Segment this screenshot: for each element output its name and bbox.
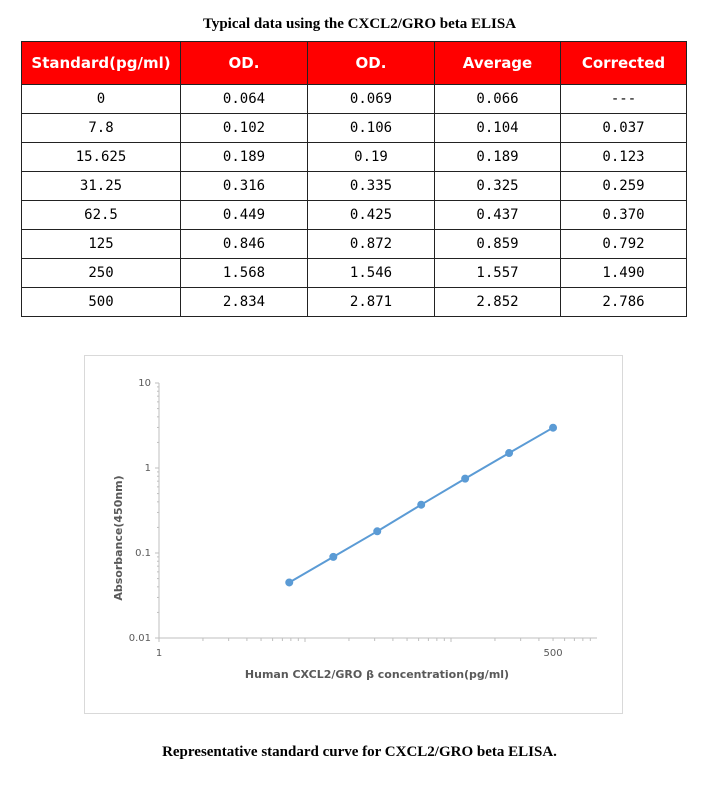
cell-standard: 250 (22, 259, 181, 288)
cell-average: 0.859 (435, 230, 561, 259)
x-tick-label: 500 (543, 648, 563, 659)
cell-od-2: 0.335 (308, 172, 435, 201)
data-point (286, 579, 293, 586)
header-standard: Standard(pg/ml) (22, 42, 181, 85)
cell-od-1: 0.846 (181, 230, 308, 259)
table-row (22, 201, 687, 230)
y-tick-label: 0.01 (128, 633, 151, 644)
cell-corrected: 2.786 (561, 288, 687, 317)
cell-standard: 125 (22, 230, 181, 259)
cell-corrected: 0.792 (561, 230, 687, 259)
chart-caption: Representative standard curve for CXCL2/GRO beta ELISA. (162, 744, 557, 760)
cell-standard: 31.25 (22, 172, 181, 201)
x-axis-label: Human CXCL2/GRO β concentration(pg/ml) (244, 668, 510, 681)
cell-od-2: 0.425 (308, 201, 435, 230)
cell-average: 0.066 (435, 85, 561, 114)
table-row (22, 143, 687, 172)
x-tick-label: 1 (155, 648, 163, 659)
data-point (462, 475, 469, 482)
cell-corrected: --- (561, 85, 687, 114)
cell-od-1: 0.189 (181, 143, 308, 172)
cell-od-1: 2.834 (181, 288, 308, 317)
cell-od-2: 0.19 (308, 143, 435, 172)
y-tick-label: 1 (144, 463, 151, 474)
header-average: Average (435, 42, 561, 85)
cell-corrected: 0.123 (561, 143, 687, 172)
table-row (22, 288, 687, 317)
chart-marks (286, 424, 557, 586)
cell-corrected: 0.259 (561, 172, 687, 201)
y-tick-label: 10 (138, 378, 151, 389)
standard-curve-chart (84, 355, 623, 714)
cell-od-1: 0.102 (181, 114, 308, 143)
cell-corrected: 1.490 (561, 259, 687, 288)
cell-average: 2.852 (435, 288, 561, 317)
table-row (22, 85, 687, 114)
cell-standard: 0 (22, 85, 181, 114)
cell-average: 0.437 (435, 201, 561, 230)
table-row (22, 259, 687, 288)
cell-corrected: 0.037 (561, 114, 687, 143)
y-tick-label: 0.1 (135, 548, 151, 559)
cell-average: 0.325 (435, 172, 561, 201)
cell-od-2: 0.872 (308, 230, 435, 259)
header-od-1: OD. (181, 42, 308, 85)
cell-od-1: 1.568 (181, 259, 308, 288)
standard-data-table (21, 41, 687, 317)
cell-od-2: 0.106 (308, 114, 435, 143)
cell-od-2: 0.069 (308, 85, 435, 114)
cell-average: 1.557 (435, 259, 561, 288)
cell-average: 0.189 (435, 143, 561, 172)
data-point (550, 424, 557, 431)
cell-average: 0.104 (435, 114, 561, 143)
chart-svg (85, 356, 622, 713)
table-header-row (22, 42, 687, 85)
data-point (330, 553, 337, 560)
cell-standard: 7.8 (22, 114, 181, 143)
data-point (506, 450, 513, 457)
chart-axes (159, 383, 597, 638)
chart-ticks (129, 378, 591, 659)
cell-standard: 500 (22, 288, 181, 317)
cell-od-1: 0.449 (181, 201, 308, 230)
data-point (418, 501, 425, 508)
table-row (22, 172, 687, 201)
table-row (22, 230, 687, 259)
table-title: Typical data using the CXCL2/GRO beta ELISA (202, 16, 517, 32)
table-row (22, 114, 687, 143)
header-od-2: OD. (308, 42, 435, 85)
cell-standard: 62.5 (22, 201, 181, 230)
cell-od-1: 0.316 (181, 172, 308, 201)
cell-od-2: 2.871 (308, 288, 435, 317)
cell-od-1: 0.064 (181, 85, 308, 114)
cell-standard: 15.625 (22, 143, 181, 172)
cell-od-2: 1.546 (308, 259, 435, 288)
cell-corrected: 0.370 (561, 201, 687, 230)
y-axis-label: Absorbance(450nm) (112, 475, 125, 601)
data-point (374, 528, 381, 535)
header-corrected: Corrected (561, 42, 687, 85)
